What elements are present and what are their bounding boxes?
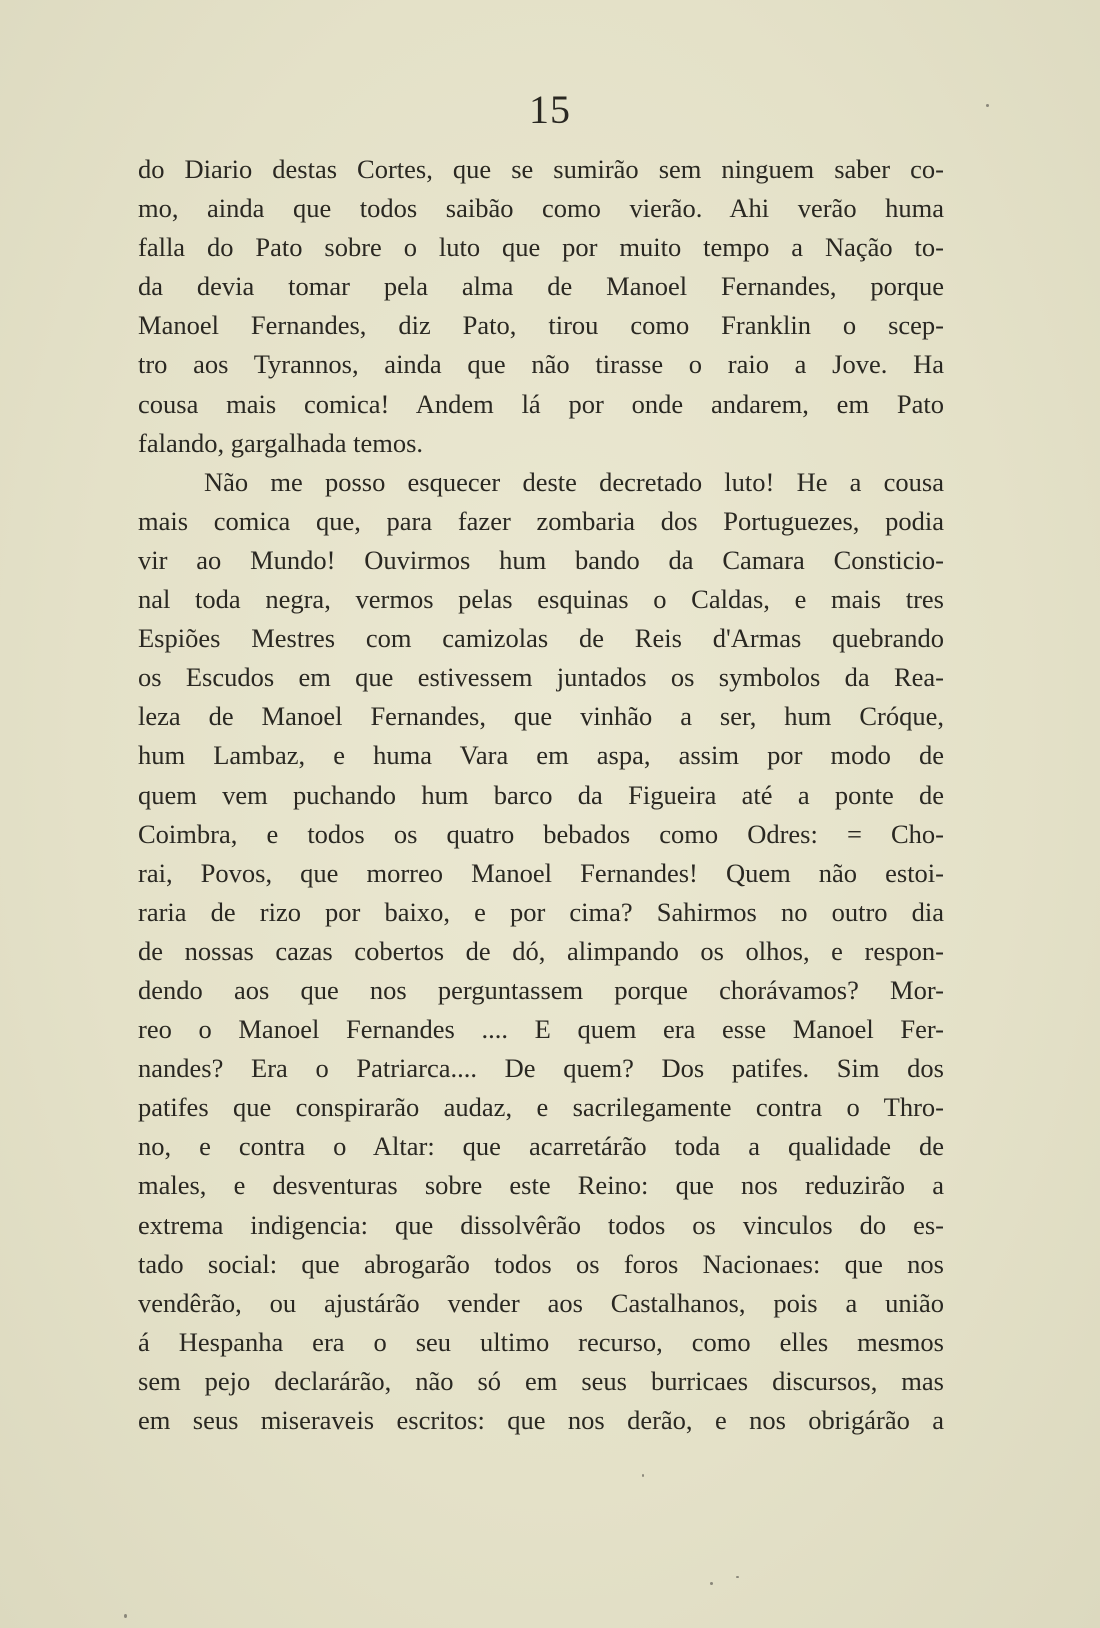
text-line: vendêrão, ou ajustárão vender aos Castalhanos, pois a união bbox=[138, 1287, 944, 1318]
text-line: males, e desventuras sobre este Reino: que nos reduzirão a bbox=[138, 1170, 944, 1201]
text-line: falando, gargalhada temos. bbox=[138, 427, 424, 458]
text-line: leza de Manoel Fernandes, que vinhão a ser, hum Cróque, bbox=[138, 701, 944, 732]
text-line: dendo aos que nos perguntassem porque chorávamos? Mor- bbox=[138, 974, 944, 1005]
text-line: de nossas cazas cobertos de dó, alimpando os olhos, e respon- bbox=[138, 935, 944, 966]
page-number: 15 bbox=[529, 87, 571, 132]
text-line: cousa mais comica! Andem lá por onde andarem, em Pato bbox=[138, 388, 944, 419]
text-line: Não me posso esquecer deste decretado luto! He a cousa bbox=[204, 466, 944, 497]
text-line: Espiões Mestres com camizolas de Reis d'Armas quebrando bbox=[138, 623, 944, 654]
text-line: nal toda negra, vermos pelas esquinas o Caldas, e mais tres bbox=[138, 584, 944, 615]
text-line: tado social: que abrogarão todos os foros Nacionaes: que nos bbox=[138, 1248, 944, 1279]
text-line: da devia tomar pela alma de Manoel Fernandes, porque bbox=[138, 271, 944, 302]
text-line: Manoel Fernandes, diz Pato, tirou como Franklin o scep- bbox=[138, 310, 944, 341]
text-line: no, e contra o Altar: que acarretárão toda a qualidade de bbox=[138, 1131, 944, 1162]
body-text bbox=[138, 150, 944, 1440]
text-line: Coimbra, e todos os quatro bebados como Odres: = Cho- bbox=[138, 818, 944, 849]
text-line: do Diario destas Cortes, que se sumirão sem ninguem saber co- bbox=[138, 154, 944, 184]
text-line: mo, ainda que todos saibão como vierão. Ahi verão huma bbox=[138, 193, 944, 224]
text-line: quem vem puchando hum barco da Figueira até a ponte de bbox=[138, 779, 944, 810]
text-line: nandes? Era o Patriarca.... De quem? Dos patifes. Sim dos bbox=[138, 1053, 944, 1084]
text-line: mais comica que, para fazer zombaria dos Portuguezes, podia bbox=[138, 505, 944, 536]
paper-speck bbox=[710, 1582, 713, 1585]
text-line: á Hespanha era o seu ultimo recurso, como elles mesmos bbox=[138, 1326, 944, 1357]
text-line: extrema indigencia: que dissolvêrão todos os vinculos do es- bbox=[138, 1209, 944, 1240]
text-line: raria de rizo por baixo, e por cima? Sahirmos no outro dia bbox=[138, 896, 944, 927]
text-line: sem pejo declarárão, não só em seus burricaes discursos, mas bbox=[138, 1365, 944, 1396]
paper-speck bbox=[986, 104, 989, 107]
text-line: os Escudos em que estivessem juntados os symbolos da Rea- bbox=[138, 662, 944, 693]
text-line: falla do Pato sobre o luto que por muito tempo a Nação to- bbox=[138, 232, 944, 263]
paper-speck bbox=[124, 1614, 127, 1618]
text-line: patifes que conspirarão audaz, e sacrilegamente contra o Thro- bbox=[138, 1092, 944, 1123]
text-line: hum Lambaz, e huma Vara em aspa, assim por modo de bbox=[138, 740, 944, 771]
text-line: rai, Povos, que morreo Manoel Fernandes! Quem não estoi- bbox=[138, 857, 944, 888]
text-line: reo o Manoel Fernandes .... E quem era esse Manoel Fer- bbox=[138, 1014, 944, 1045]
text-line: em seus miseraveis escritos: que nos derão, e nos obrigárão a bbox=[138, 1405, 944, 1435]
paper-speck bbox=[736, 1576, 739, 1578]
text-line: tro aos Tyrannos, ainda que não tirasse o raio a Jove. Ha bbox=[138, 349, 944, 380]
text-line: vir ao Mundo! Ouvirmos hum bando da Camara Consticio- bbox=[138, 544, 944, 575]
paper-speck bbox=[642, 1474, 644, 1477]
